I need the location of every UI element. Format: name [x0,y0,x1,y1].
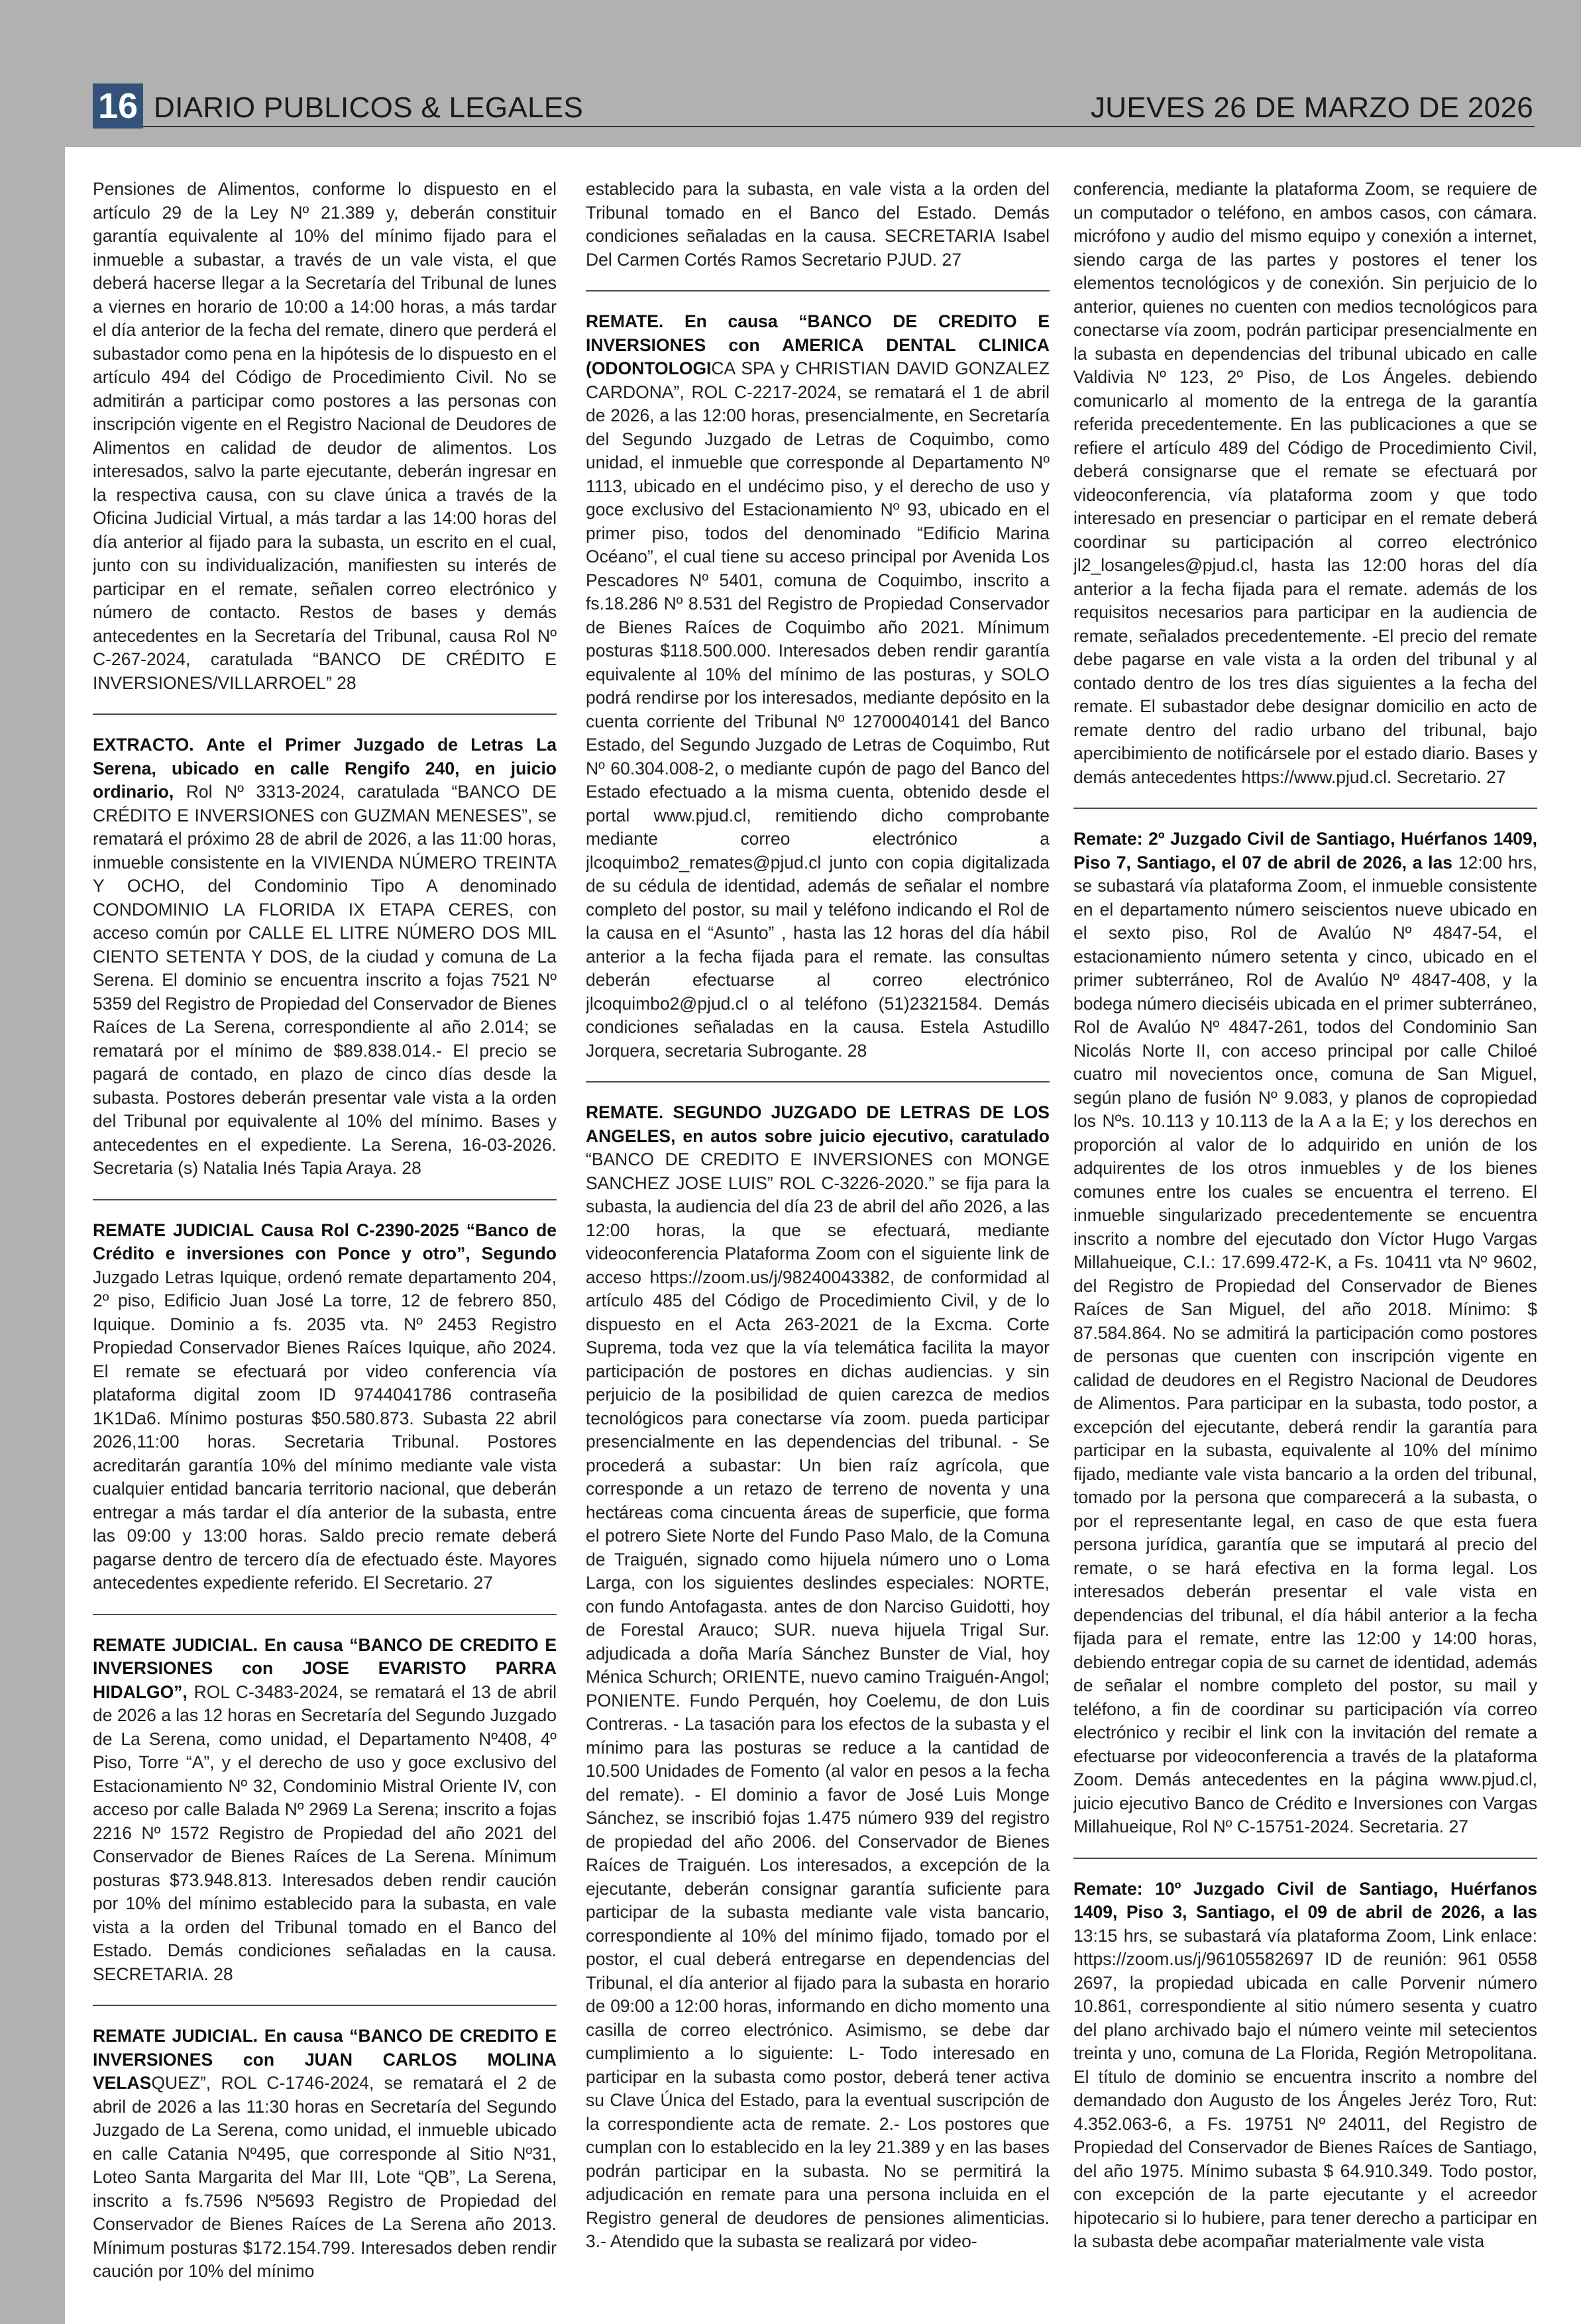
notice-text: “BANCO DE CREDITO E INVERSIONES con MONGE SANCHEZ JOSE LUIS” ROL C-3226-2020.” se fija para la subasta, la audiencia del día 23 de abril del año 2026, a las 12:00 horas, la que se efectuará, mediante videoconferencia Plataforma Zoom con el siguiente link de acceso https://zoom.us/j/98240043382, de conformidad al artículo 485 del Código de Procedimiento Civil, y de lo dispuesto en el Acta 263-2021 de la Excma. Corte Suprema, toda vez que la vía telemática facilita la mayor participación de postores en dichas audiencias. y sin perjuicio de la posibilidad de quien carezca de medios tecnológicos para conectarse vía zoom. pueda participar presencialmente en las dependencias del tribunal. - Se procederá a subastar: Un bien raíz agrícola, que corresponde a un retazo de terreno de noventa y una hectáreas coma cincuenta áreas de superficie, que forma el potrero Siete Norte del Fundo Paso Malo, de la Comuna de Traiguén, signado como hijuela número uno o Loma Larga, con los siguientes deslindes especiales: NORTE, con fundo Antofagasta. antes de don Narciso Guidotti, hoy de Forestal Arauco; SUR. nueva hijuela Trigal Sur. adjudicada a doña María Sánchez Bunster de Vial, hoy Ménica Schurch; ORIENTE, nuevo camino Traiguén-Angol; PONIENTE. Fundo Perquén, hoy Coelemu, de don Luis Contreras. - La tasación para los efectos de la subasta y el mínimo para las posturas se reduce a la cantidad de 10.500 Unidades de Fomento (al valor en pesos a la fecha del remate). - El dominio a favor de José Luis Monge Sánchez, se inscribió fojas 1.475 número 939 del registro de propiedad del año 2006. del Conservador de Bienes Raíces de Traiguén. Los interesados, a excepción de la ejecutante, deberán consignar garantía suficiente para participar de la subasta mediante vale vista bancario, correspondiente al 10% del mínimo fijado, tomado por el postor, el cual deberá entregarse en dependencias del Tribunal, el día anterior al fijado para la subasta en horario de 09:00 a 12:00 horas, informando en dicho momento una casilla de correo electrónico. Asimismo, se debe dar cumplimiento a lo siguiente: L- Todo interesado en participar en la subasta como postor, deberá tener activa su Clave Única del Estado, para la eventual suscripción de la correspondiente acta de remate. 2.- Los postores que cumplan con lo establecido en la ley 21.389 y en las bases podrán participar en la subasta. No se permitirá la adjudicación en remate para una persona incluida en el Registro general de deudores de pensiones alimenticias. 3.- Atendido que la subasta se realizará por video- [586,1149,1050,2251]
notice-text: QUEZ”, ROL C-1746-2024, se rematará el 2 de abril de 2026 a las 11:30 horas en Secretaría del Segundo Juzgado de La Serena, como unidad, el inmueble ubicado en calle Catania Nº495, que corresponde al Sitio Nº31, Loteo Santa Margarita del Mar III, Lote “QB”, La Serena, inscrito a fs.7596 Nº5693 Registro de Propiedad del Conservador de Bienes Raíces de La Serena año 2013. Mínimum posturas $172.154.799. Interesados deben rendir caución por 10% del mínimo [93,2073,557,2281]
notice [93,1634,557,2007]
notice-text: 12:00 hrs, se subastará vía plataforma Zoom, el inmueble consistente en el departamento número seiscientos nueve ubicado en el sexto piso, Rol de Avalúo Nº 4847-54, el estacionamiento número setenta y cinco, ubicado en el primer subterráneo, Rol de Avalúo Nº 4847-408, y la bodega número dieciséis ubicada en el primer subterráneo, Rol de Avalúo Nº 4847-261, todos del Condominio San Nicolás Norte II, con acceso principal por calle Chiloé cuatro mil novecientos once, comuna de San Miguel, según plano de fusión Nº 9.083, y planos de copropiedad los Nºs. 10.113 y 10.113 de la A a la E; y los derechos en proporción al valor de lo adquirido en unión de los adquirentes de los otros inmuebles y de los bienes comunes entre los cuales se encuentra el terreno. El inmueble singularizado precedentemente se encuentra inscrito a nombre del ejecutado don Víctor Hugo Vargas Millahueique, C.I.: 17.699.472-K, a Fs. 10411 vta Nº 9602, del Registro de Propiedad del Conservador de Bienes Raíces de San Miguel, del año 2018. Mínimo: $ 87.584.864. No se admitirá la participación como postores de personas que cuenten con inscripción vigente en calidad de deudores en el Registro Nacional de Deudores de Alimentos. Para participar en la subasta, todo postor, a excepción del ejecutante, deberá rendir la garantía para participar en la subasta, equivalente al 10% del mínimo fijado, mediante vale vista bancario a la orden del tribunal, tomado por la persona que comparecerá a la subasta, o por el representante legal, en caso de que esta fuera persona jurídica, garantía que se imputará al precio del remate, o se hará efectiva en la forma legal. Los interesados deberán presentar el vale vista en dependencias del tribunal, el día hábil anterior a la fecha fijada para el remate, entre las 12:00 y 14:00 horas, debiendo entregar copia de su carnet de identidad, además de señalar el nombre completo del postor, su mail y teléfono, a fin de coordinar su participación vía correo electrónico y recibir el link con la invitación del remate a efectuarse por videoconferencia a través de la plataforma Zoom. Demás antecedentes en la página www.pjud.cl, juicio ejecutivo Banco de Crédito e Inversiones con Vargas Millahueique, Rol Nº C-15751-2024. Secretaria. 27 [1073,852,1537,1836]
notice [1073,1877,1537,2272]
notice [93,733,557,1200]
publication-date: JUEVES 26 DE MARZO DE 2026 [1090,91,1533,124]
notice-heading: REMATE. SEGUNDO JUZGADO DE LETRAS DE LOS ANGELES, en autos sobre juicio ejecutivo, caratulado [586,1102,1050,1146]
notice-text: establecido para la subasta, en vale vista a la orden del Tribunal tomado en el Banco del Estado. Demás condiciones señaladas en la causa. SECRETARIA Isabel Del Carmen Cortés Ramos Secretario PJUD. 27 [586,179,1050,270]
notice [1073,827,1537,1859]
notice-heading: Remate: 10º Juzgado Civil de Santiago, Huérfanos 1409, Piso 3, Santiago, el 09 de abril de 2026, a las [1073,1878,1537,1922]
column-3 [1073,178,1537,2304]
notice-text: Pensiones de Alimentos, conforme lo dispuesto en el artículo 29 de la Ley Nº 21.389 y, deberán constituir garantía equivalente al 10% del mínimo fijado para el inmueble a subastar, a través de un vale vista, el que deberá hacerse llegar a la Secretaría del Tribunal de lunes a viernes en horario de 10:00 a 14:00 horas, a más tardar el día anterior de la fecha del remate, dinero que perderá el subastador como pena en la hipótesis de lo dispuesto en el artículo 494 del Código de Procedimiento Civil. No se admitirán a participar como postores a las personas con inscripción vigente en el Registro Nacional de Deudores de Alimentos en calidad de deudor de alimentos. Los interesados, salvo la parte ejecutante, deberán ingresar en la respectiva causa, con su clave única a través de la Oficina Judicial Virtual, a más tardar a las 14:00 horas del día anterior al fijado para la subasta, un escrito en el cual, junto con su individualización, manifiesten su interés de participar en el remate, señalen correo electrónico y número de contacto. Restos de bases y demás antecedentes en la Secretaría del Tribunal, causa Rol Nº C-267-2024, caratulada “BANCO DE CRÉDITO E INVERSIONES/VILLARROEL” 28 [93,179,557,693]
notice-heading: EXTRACTO. Ante el Primer Juzgado de Letras La Serena, ubicado en calle Rengifo 240, en juicio ordinario, [93,735,557,802]
publication-title: DIARIO PUBLICOS & LEGALES [154,91,584,124]
notice-text: CA SPA y CHRISTIAN DAVID GONZALEZ CARDONA”, ROL C-2217-2024, se rematará el 1 de abril de 2026, a las 12:00 horas, presencialmente, en Secretaría del Segundo Juzgado de Letras de Coquimbo, como unidad, el inmueble que corresponde al Departamento Nº 1113, ubicado en el undécimo piso, y el derecho de uso y goce exclusivo del Estacionamiento Nº 93, ubicado en el primer piso, todos del denominado “Edificio Marina Océano”, el cual tiene su acceso principal por Avenida Los Pescadores Nº 5401, comuna de Coquimbo, inscrito a fs.18.286 Nº 8.531 del Registro de Propiedad Conservador de Bienes Raíces de Coquimbo año 2021. Mínimum posturas $118.500.000. Interesados deben rendir garantía equivalente al 10% del mínimo de las posturas, y SOLO podrá rendirse por los interesados, mediante depósito en la cuenta corriente del Tribunal Nº 12700040141 del Banco Estado, del Segundo Juzgado de Letras de Coquimbo, Rut Nº 60.304.008-2, o mediante cupón de pago del Banco del Estado efectuado a la misma cuenta, obtenido desde el portal www.pjud.cl, remitiendo dicho comprobante mediante correo electrónico a jlcoquimbo2_remates@pjud.cl junto con copia digitalizada de su cédula de identidad, además de señalar el nombre completo del postor, su mail y teléfono indicando el Rol de la causa en el “Asunto” , hasta las 12 horas del día hábil anterior a la fecha fijada para el remate. las consultas deberán efectuarse al correo electrónico jlcoquimbo2@pjud.cl o al teléfono (51)2321584. Demás condiciones señaladas en la causa. Estela Astudillo Jorquera, secretaria Subrogante. 28 [586,358,1050,1061]
notice [586,310,1050,1083]
notice-heading: REMATE JUDICIAL. En causa “BANCO DE CREDITO E INVERSIONES con JOSE EVARISTO PARRA HIDALGO”, [93,1634,557,1702]
notice [93,1219,557,1615]
notice-text: ROL C-3483-2024, se rematará el 13 de abril de 2026 a las 12 horas en Secretaría del Segundo Juzgado de La Serena, como unidad, el Departamento Nº408, 4º Piso, Torre “A”, y el derecho de uso y goce exclusivo del Estacionamiento Nº 32, Condominio Mistral Oriente IV, con acceso por calle Balada Nº 2969 La Serena; inscrito a fojas 2216 Nº 1572 Registro de Propiedad del año 2021 del Conservador de Bienes Raíces de La Serena. Mínimum posturas $73.948.813. Interesados deben rendir caución por 10% del mínimo establecido para la subasta, en vale vista a la orden del Tribunal tomado en el Banco del Estado. Demás condiciones señaladas en la causa. SECRETARIA. 28 [93,1681,557,1984]
notice-heading: REMATE. En causa “BANCO DE CREDITO E INVERSIONES con AMERICA DENTAL CLINICA (ODONTOLOGI [586,311,1050,378]
notice [586,1101,1050,2272]
page-number: 16 [93,83,143,129]
notice-text: Rol Nº 3313-2024, caratulada “BANCO DE CRÉDITO E INVERSIONES con GUZMAN MENESES”, se rematará el próximo 28 de abril de 2026, a las 11:00 horas, inmueble consistente en la VIVIENDA NÚMERO TREINTA Y OCHO, del Condominio Tipo A denominado CONDOMINIO LA FLORIDA IX ETAPA CERES, con acceso común por CALLE EL LITRE NÚMERO DOS MIL CIENTO SETENTA Y DOS, de la ciudad y comuna de La Serena. El dominio se encuentra inscrito a fojas 7521 Nº 5359 del Registro de Propiedad del Conservador de Bienes Raíces de La Serena, correspondiente al año 2.014; se rematará por el mínimo de $89.838.014.- El precio se pagará de contado, en plazo de cinco días desde la subasta. Postores deberán presentar vale vista a la orden del Tribunal por equivalente al 10% del mínimo. Bases y antecedentes en el expediente. La Serena, 16-03-2026. Secretaria (s) Natalia Inés Tapia Araya. 28 [93,782,557,1178]
header-divider [93,126,1535,127]
notice-heading: Remate: 2º Juzgado Civil de Santiago, Huérfanos 1409, Piso 7, Santiago, el 07 de abril de 2026, a las [1073,829,1537,872]
notice [1073,178,1537,809]
notice [93,2025,557,2302]
notice-heading: REMATE JUDICIAL. En causa “BANCO DE CREDITO E INVERSIONES con JUAN CARLOS MOLINA VELAS [93,2026,557,2093]
notice [586,178,1050,291]
column-2 [586,178,1050,2304]
column-1 [93,178,557,2304]
notice-text: 13:15 hrs, se subastará vía plataforma Zoom, Link enlace: https://zoom.us/j/96105582697 ID de reunión: 961 0558 2697, la propiedad ubicada en calle Porvenir número 10.861, correspondiente al sitio número sesenta y cuatro del plano archivado bajo el número veinte mil setecientos treinta y uno, comuna de La Florida, Región Metropolitana. El título de dominio se encuentra inscrito a nombre del demandado don Augusto de los Ángeles Jeréz Toro, Rut: 4.352.063-6, a Fs. 19751 Nº 24011, del Registro de Propiedad del Conservador de Bienes Raíces de Santiago, del año 1975. Mínimo subasta $ 64.910.349. Todo postor, con excepción de la parte ejecutante y el acreedor hipotecario si lo hubiere, para tener derecho a participar en la subasta debe acompañar materialmente vale vista [1073,1925,1537,2251]
notice-text: Juzgado Letras Iquique, ordenó remate departamento 204, 2º piso, Edificio Juan José La torre, 12 de febrero 850, Iquique. Dominio a fs. 2035 vta. Nº 2453 Registro Propiedad Conservador Bienes Raíces Iquique, año 2024. El remate se efectuará por video conferencia vía plataforma digital zoom ID 9744041786 contraseña 1K1Da6. Mínimo posturas $50.580.873. Subasta 22 abril 2026,11:00 horas. Secretaria Tribunal. Postores acreditarán garantía 10% del mínimo mediante vale vista cualquier entidad bancaria territorio nacional, que deberán entregar a más tardar el día anterior de la subasta, entre las 09:00 y 13:00 horas. Saldo precio remate deberá pagarse dentro de tercero día de efectuado éste. Mayores antecedentes expediente referido. El Secretario. 27 [93,1267,557,1593]
notice-heading: REMATE JUDICIAL Causa Rol C-2390-2025 “Banco de Crédito e inversiones con Ponce y otro”, Segundo [93,1220,557,1263]
notice-text: conferencia, mediante la plataforma Zoom, se requiere de un computador o teléfono, en ambos casos, con cámara. micrófono y audio del mismo equipo y conexión a internet, siendo carga de las partes y postores el tener los elementos tecnológicos y de conexión. Sin perjuicio de lo anterior, quienes no cuenten con medios tecnológicos para conectarse vía zoom, podrán participar presencialmente en la subasta en dependencias del tribunal ubicado en calle Valdivia Nº 123, 2º Piso, de Los Ángeles. debiendo comunicarlo al momento de la entrega de la garantía referida precedentemente. En las publicaciones a que se refiere el artículo 489 del Código de Procedimiento Civil, deberá consignarse que el remate se efectuará por videoconferencia, vía plataforma zoom y que todo interesado en presenciar o participar en el remate deberá coordinar su participación al correo electrónico jl2_losangeles@pjud.cl, hasta las 12:00 horas del día anterior a la fecha fijada para el remate. además de los requisitos necesarios para participar en la audiencia de remate, señalados precedentemente. -El precio del remate debe pagarse en vale vista a la orden del tribunal y al contado dentro de los tres días siguientes a la fecha del remate. El subastador debe designar domicilio en acto de remate dentro del radio urbano del tribunal, bajo apercibimiento de notificársele por el estado diario. Bases y demás antecedentes https://www.pjud.cl. Secretario. 27 [1073,179,1537,787]
notice [93,178,557,715]
